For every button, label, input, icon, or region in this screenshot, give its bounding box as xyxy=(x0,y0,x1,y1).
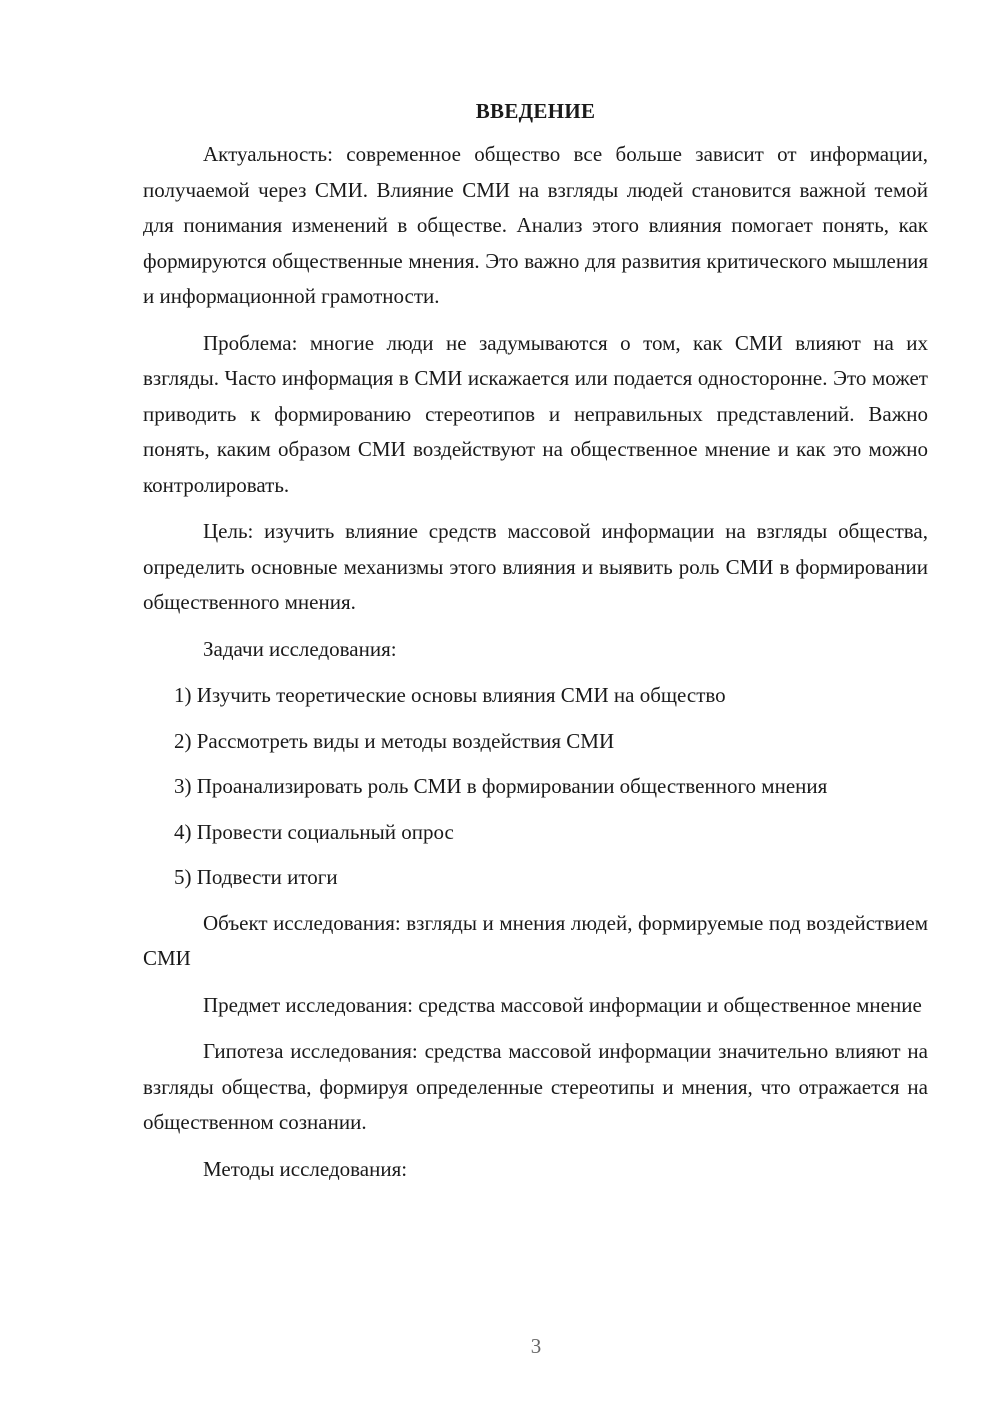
list-item: 2) Рассмотреть виды и методы воздействия СМИ xyxy=(174,728,615,753)
list-item: 5) Подвести итоги xyxy=(174,865,338,889)
object-paragraph: Объект исследования: взгляды и мнения людей, формируемые под воздействием СМИ xyxy=(143,910,928,970)
subject-paragraph: Предмет исследования: средства массовой информации и общественное мнение xyxy=(203,992,922,1017)
list-item: 3) Проанализировать роль СМИ в формировании общественного мнения xyxy=(174,774,828,798)
goal-paragraph: Цель: изучить влияние средств массовой информации на взгляды общества, определить основные механизмы этого влияния и выявить роль СМИ в формировании общественного мнения. xyxy=(143,519,928,614)
tasks-heading: Задачи исследования: xyxy=(203,636,397,661)
methods-heading: Методы исследования: xyxy=(203,1156,408,1181)
relevance-paragraph: Актуальность: современное общество все больше зависит от информации, получаемой через СМИ. Влияние СМИ на взгляды людей становится важной темой для понимания изменений в обществе. Анализ этого влияния помогает понять, как формируются общественные мнения. Это важно для развития критического мышления и информационной грамотности. xyxy=(143,142,928,308)
list-item: 4) Провести социальный опрос xyxy=(174,819,454,844)
page-number: 3 xyxy=(530,1334,542,1358)
problem-paragraph: Проблема: многие люди не задумываются о том, как СМИ влияют на их взгляды. Часто информация в СМИ искажается или подается односторонне. Это может приводить к формированию стереотипов и неправильных представлений. Важно понять, каким образом СМИ воздействуют на общественное мнение и как это можно контролировать. xyxy=(143,330,928,497)
hypothesis-paragraph: Гипотеза исследования: средства массовой информации значительно влияют на взгляды общества, формируя определенные стереотипы и мнения, что отражается на общественном сознании. xyxy=(143,1039,928,1134)
tasks-list xyxy=(143,678,928,896)
list-item: 1) Изучить теоретические основы влияния СМИ на общество xyxy=(174,683,726,707)
page-content xyxy=(143,94,928,1198)
page-title: ВВЕДЕНИЕ xyxy=(475,99,596,123)
